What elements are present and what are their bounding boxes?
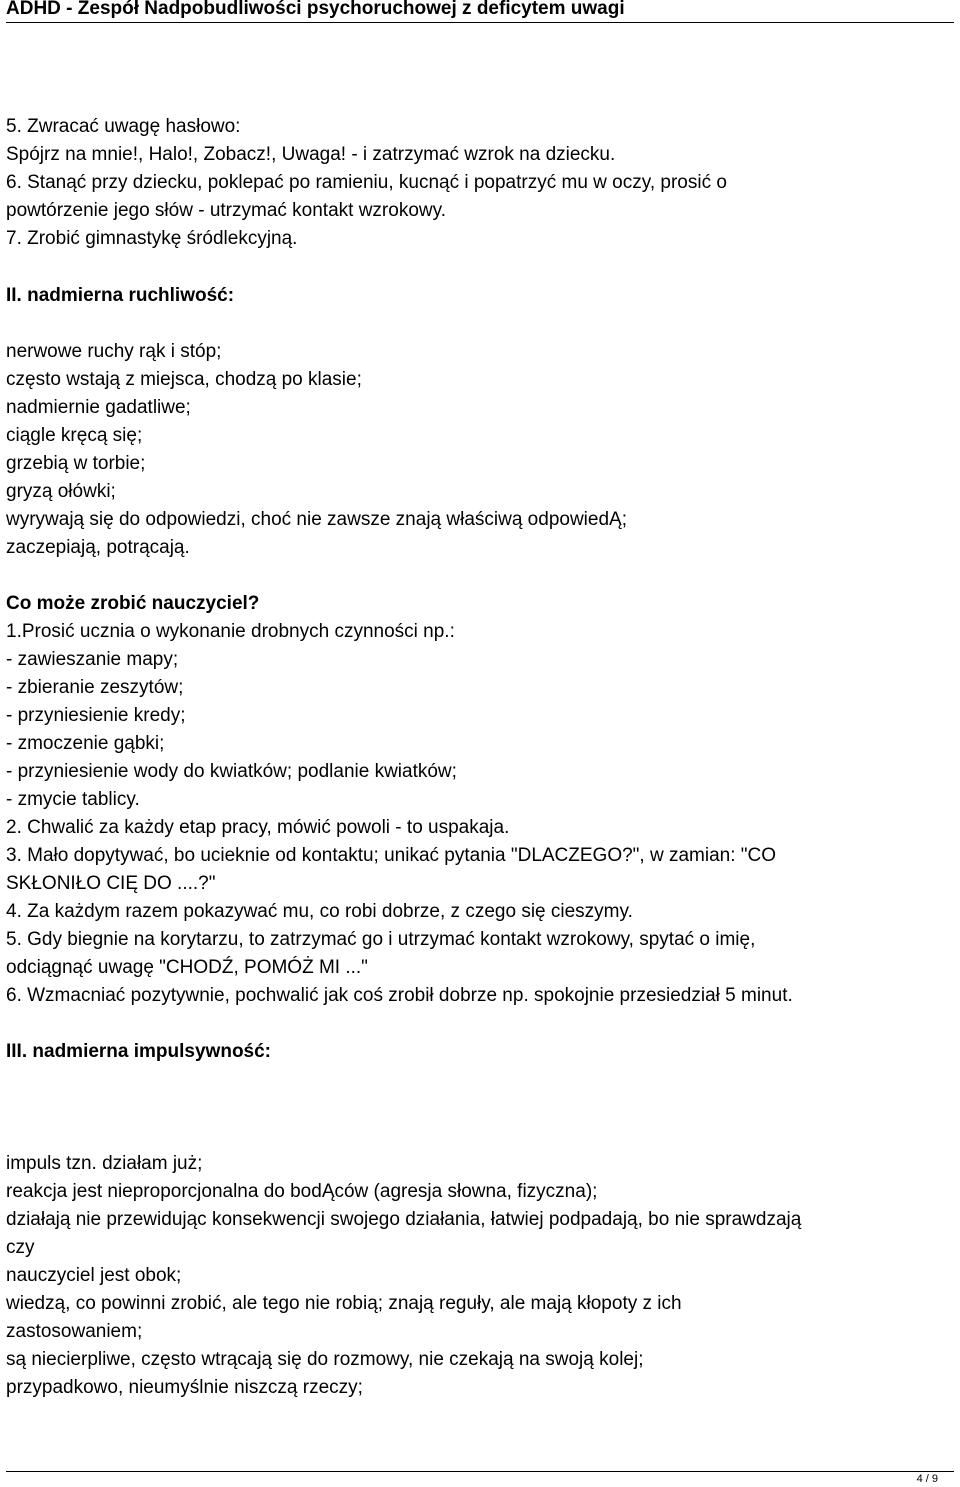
list-item: impuls tzn. działam już; xyxy=(6,1153,203,1174)
list-item: 1.Prosić ucznia o wykonanie drobnych czynności np.: xyxy=(6,621,455,642)
list-item: 3. Mało dopytywać, bo ucieknie od kontaktu; unikać pytania "DLACZEGO?", w zamian: "CO xyxy=(6,845,777,866)
list-item: - zmycie tablicy. xyxy=(6,789,140,810)
list-item: gryzą ołówki; xyxy=(6,481,116,502)
list-item: często wstają z miejsca, chodzą po klasie; xyxy=(6,369,362,390)
list-item: 7. Zrobić gimnastykę śródlekcyjną. xyxy=(6,228,298,249)
list-item: 6. Stanąć przy dziecku, poklepać po ramieniu, kucnąć i popatrzyć mu w oczy, prosić o xyxy=(6,172,727,193)
section-heading-hyperactivity: II. nadmierna ruchliwość: xyxy=(6,285,235,306)
list-item: grzebią w torbie; xyxy=(6,453,146,474)
list-item: - zawieszanie mapy; xyxy=(6,649,179,670)
list-item: zastosowaniem; xyxy=(6,1321,143,1342)
list-item: 4. Za każdym razem pokazywać mu, co robi dobrze, z czego się cieszymy. xyxy=(6,901,633,922)
section-heading-teacher: Co może zrobić nauczyciel? xyxy=(6,593,260,614)
list-item: 6. Wzmacniać pozytywnie, pochwalić jak coś zrobił dobrze np. spokojnie przesiedział 5 minut. xyxy=(6,985,793,1006)
list-item: - zbieranie zeszytów; xyxy=(6,677,184,698)
list-item: reakcja jest nieproporcjonalna do bodĄców (agresja słowna, fizyczna); xyxy=(6,1181,598,1202)
list-item: - przyniesienie kredy; xyxy=(6,705,186,726)
list-item: przypadkowo, nieumyślnie niszczą rzeczy; xyxy=(6,1377,363,1398)
list-item: 5. Gdy biegnie na korytarzu, to zatrzymać go i utrzymać kontakt wzrokowy, spytać o imię, xyxy=(6,929,756,950)
section-heading-impulsivity: III. nadmierna impulsywność: xyxy=(6,1041,272,1062)
list-item: 2. Chwalić za każdy etap pracy, mówić powoli - to uspakaja. xyxy=(6,817,510,838)
list-item: wiedzą, co powinni zrobić, ale tego nie robią; znają reguły, ale mają kłopoty z ich xyxy=(6,1293,682,1314)
list-item: Spójrz na mnie!, Halo!, Zobacz!, Uwaga! - i zatrzymać wzrok na dziecku. xyxy=(6,144,616,165)
list-item: czy xyxy=(6,1237,35,1258)
footer-divider xyxy=(6,1471,954,1472)
list-item: - zmoczenie gąbki; xyxy=(6,733,165,754)
list-item: nerwowe ruchy rąk i stóp; xyxy=(6,341,222,362)
list-item: powtórzenie jego słów - utrzymać kontakt wzrokowy. xyxy=(6,200,446,221)
list-item: są niecierpliwe, często wtrącają się do rozmowy, nie czekają na swoją kolej; xyxy=(6,1349,644,1370)
list-item: odciągnąć uwagę "CHODŹ, POMÓŻ MI ..." xyxy=(6,957,368,978)
list-item: zaczepiają, potrącają. xyxy=(6,537,190,558)
list-item: działają nie przewidując konsekwencji swojego działania, łatwiej podpadają, bo nie sprawdzają xyxy=(6,1209,802,1230)
list-item: - przyniesienie wody do kwiatków; podlanie kwiatków; xyxy=(6,761,457,782)
list-item: SKŁONIŁO CIĘ DO ....?" xyxy=(6,873,216,894)
list-item: nauczyciel jest obok; xyxy=(6,1265,182,1286)
list-item: 5. Zwracać uwagę hasłowo: xyxy=(6,116,241,137)
page-number: 4 / 9 xyxy=(916,1473,938,1485)
list-item: ciągle kręcą się; xyxy=(6,425,143,446)
document-header-title: ADHD - Zespół Nadpobudliwości psychoruchowej z deficytem uwagi xyxy=(6,0,954,23)
list-item: nadmiernie gadatliwe; xyxy=(6,397,191,418)
list-item: wyrywają się do odpowiedzi, choć nie zawsze znają właściwą odpowiedĄ; xyxy=(6,509,627,530)
